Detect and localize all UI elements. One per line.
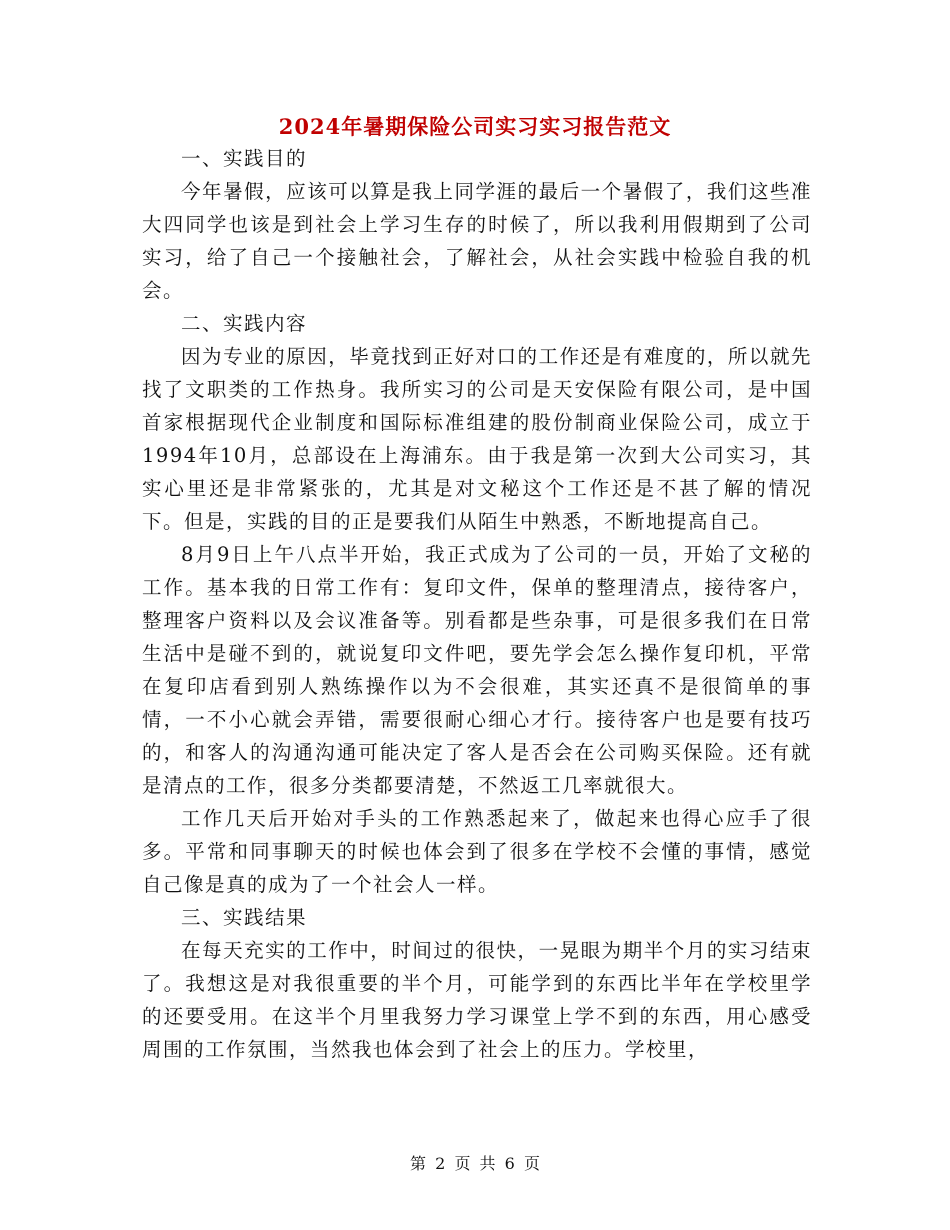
paragraph-purpose: 今年暑假，应该可以算是我上同学涯的最后一个暑假了，我们这些准大四同学也该是到社会上学习生存的时候了，所以我利用假期到了公司实习，给了自己一个接触社会，了解社会，从社会实践中检验自我的机会。 xyxy=(142,180,812,302)
footer-current-page: 2 xyxy=(435,1154,446,1173)
footer-total-word: 共 xyxy=(479,1154,496,1173)
paragraph-result: 在每天充实的工作中，时间过的很快，一晃眼为期半个月的实习结束了。我想这是对我很重要的半个月，可能学到的东西比半年在学校里学的还要受用。在这半个月里我努力学习课堂上学不到的东西，用心感受周围的工作氛围，当然我也体会到了社会上的压力。学校里， xyxy=(142,939,812,1061)
section-heading-result: 三、实践结果 xyxy=(181,906,308,929)
footer-prefix: 第 xyxy=(410,1154,427,1173)
paragraph-familiar: 工作几天后开始对手头的工作熟悉起来了，做起来也得心应手了很多。平常和同事聊天的时候也体会到了很多在学校不会懂的事情，感觉自己像是真的成为了一个社会人一样。 xyxy=(142,807,812,896)
paragraph-company: 因为专业的原因，毕竟找到正好对口的工作还是有难度的，所以就先找了文职类的工作热身。我所实习的公司是天安保险有限公司，是中国首家根据现代企业制度和国际标准组建的股份制商业保险公司，成立于1994年10月，总部设在上海浦东。由于我是第一次到大公司实习，其实心里还是非常紧张的，尤其是对文秘这个工作还是不甚了解的情况下。但是，实践的目的正是要我们从陌生中熟悉，不断地提高自己。 xyxy=(142,345,812,533)
page-number-footer xyxy=(0,1152,950,1176)
footer-page-word: 页 xyxy=(454,1154,471,1173)
document-title: 2024年暑期保险公司实习实习报告范文 xyxy=(278,114,672,139)
footer-suffix: 页 xyxy=(523,1154,540,1173)
paragraph-daily-work: 8月9日上午八点半开始，我正式成为了公司的一员，开始了文秘的工作。基本我的日常工作有：复印文件，保单的整理清点，接待客户，整理客户资料以及会议准备等。别看都是些杂事，可是很多我们在日常生活中是碰不到的，就说复印文件吧，要先学会怎么操作复印机，平常在复印店看到别人熟练操作以为不会很难，其实还真不是很简单的事情，一不小心就会弄错，需要很耐心细心才行。接待客户也是要有技巧的，和客人的沟通沟通可能决定了客人是否会在公司购买保险。还有就是清点的工作，很多分类都要清楚，不然返工几率就很大。 xyxy=(142,543,812,797)
document-body xyxy=(142,142,812,1066)
section-heading-content: 二、实践内容 xyxy=(181,312,308,335)
footer-total-pages: 6 xyxy=(504,1154,515,1173)
section-heading-purpose: 一、实践目的 xyxy=(181,147,308,170)
